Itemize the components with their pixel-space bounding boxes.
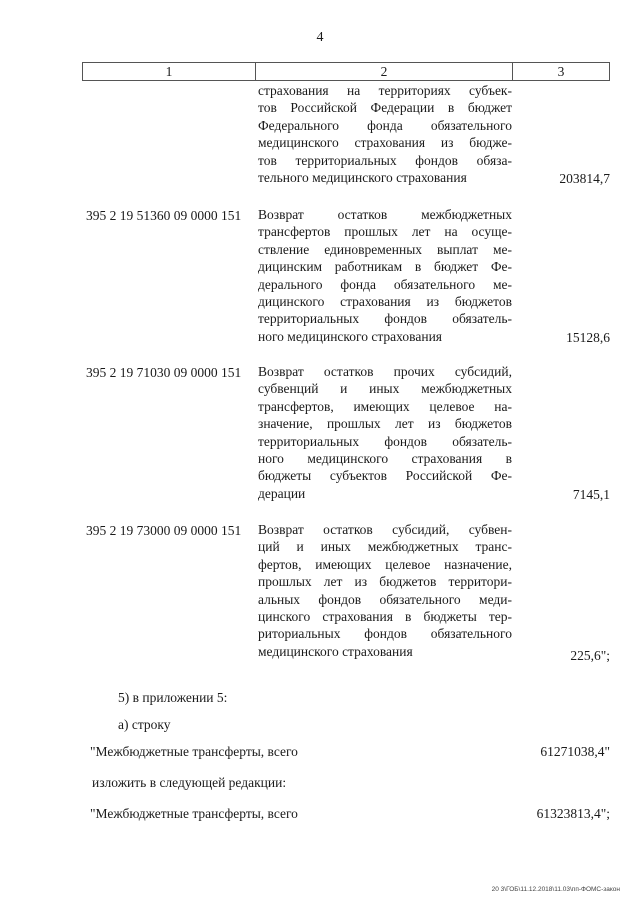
- row-2-line: территориальных фондов обязатель-: [258, 433, 512, 449]
- row-2-line: субвенций и иных межбюджетных: [258, 381, 512, 397]
- row-3-line: Возврат остатков субсидий, субвен-: [258, 522, 512, 537]
- row-0-line: медицинского страхования из бюдже-: [258, 135, 512, 151]
- row-1-line: ного медицинского страхования: [258, 328, 442, 344]
- row-1-line: дицинского страхования из бюджетов: [258, 294, 512, 310]
- header-col-2: 2: [256, 63, 513, 80]
- row-1-line: дерального фонда обязательного ме-: [258, 276, 512, 292]
- quote2-amount: 61323813,4";: [536, 806, 610, 821]
- row-2-line: трансфертов, имеющих целевое на-: [258, 398, 512, 414]
- para-replace: изложить в следующей редакции:: [92, 775, 287, 790]
- row-3-line: фертов, имеющих целевое назначение,: [258, 556, 512, 572]
- row-3-amount: 225,6";: [570, 648, 610, 663]
- quote1-label: "Межбюджетные трансферты, всего: [90, 744, 298, 759]
- row-3-line: цинского страхования в бюджеты тер-: [258, 609, 512, 625]
- row-2-line: дерации: [258, 485, 306, 501]
- quote2-label: "Межбюджетные трансферты, всего: [90, 806, 298, 821]
- header-col-1: 1: [83, 63, 256, 80]
- table-row-0-desc: [258, 82, 512, 186]
- row-0-line: Федерального фонда обязательного: [258, 117, 512, 133]
- row-3-line: ций и иных межбюджетных транс-: [258, 539, 512, 555]
- row-1-line: Возврат остатков межбюджетных: [258, 207, 512, 222]
- row-2-amount: 7145,1: [572, 487, 610, 502]
- row-3-line: риториальных фондов обязательного: [258, 626, 512, 642]
- row-3-line: прошлых лет из бюджетов территори-: [258, 574, 512, 590]
- row-0-line: страхования на территориях субъек-: [258, 83, 512, 98]
- quote1-amount: 61271038,4": [540, 744, 610, 759]
- row-1-line: дицинским работникам в бюджет Фе-: [258, 259, 512, 275]
- table-header: [82, 62, 610, 81]
- table-row-3-desc: [258, 521, 512, 660]
- row-0-line: тов Российской Федерации в бюджет: [258, 100, 512, 116]
- row-1-line: трансфертов прошлых лет на осуще-: [258, 224, 512, 240]
- para-appendix: 5) в приложении 5:: [118, 690, 228, 705]
- row-2-line: значение, прошлых лет из бюджетов: [258, 416, 512, 432]
- page-number: 4: [316, 30, 324, 45]
- table-row-1-desc: [258, 206, 512, 345]
- row-1-amount: 15128,6: [566, 330, 610, 345]
- table-row-2-desc: [258, 363, 512, 502]
- row-0-line: тельного медицинского страхования: [258, 170, 467, 186]
- row-0-line: тов территориальных фондов обяза-: [258, 152, 512, 168]
- row-3-line: альных фондов обязательного меди-: [258, 591, 512, 607]
- row-3-line: медицинского страхования: [258, 643, 413, 659]
- para-a: а) строку: [118, 717, 171, 732]
- header-col-3: 3: [557, 63, 565, 79]
- row-2-line: ного медицинского страхования в: [258, 451, 512, 467]
- footer-file-path: 20 3\ГОБ\11.12.2018\11.03\пп-ФОМС-закон: [491, 886, 620, 893]
- row-2-line: Возврат остатков прочих субсидий,: [258, 364, 512, 379]
- row-1-code: 395 2 19 51360 09 0000 151: [86, 208, 242, 223]
- row-1-line: ствление единовременных выплат ме-: [258, 241, 512, 257]
- row-3-code: 395 2 19 73000 09 0000 151: [86, 523, 242, 538]
- row-0-amount: 203814,7: [559, 171, 610, 186]
- row-1-line: территориальных фондов обязатель-: [258, 311, 512, 327]
- row-2-code: 395 2 19 71030 09 0000 151: [86, 365, 242, 380]
- row-2-line: бюджеты субъектов Российской Фе-: [258, 468, 512, 484]
